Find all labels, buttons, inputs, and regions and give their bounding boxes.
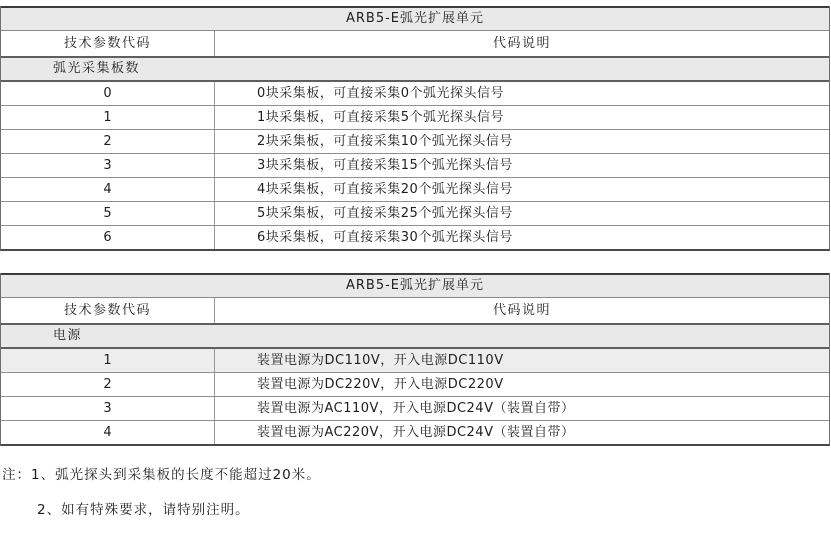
code-cell: 1 bbox=[1, 106, 215, 129]
code-cell: 1 bbox=[1, 349, 215, 372]
description-cell: 5块采集板，可直接采集25个弧光探头信号 bbox=[257, 206, 513, 221]
note-line-2: 2、如有特殊要求，请特别注明。 bbox=[37, 502, 250, 518]
description-cell: 4块采集板，可直接采集20个弧光探头信号 bbox=[257, 182, 513, 197]
column-header-desc: 代码说明 bbox=[492, 36, 551, 51]
table-row bbox=[1, 226, 829, 249]
table-row bbox=[1, 178, 829, 202]
table-row bbox=[1, 106, 829, 130]
table-row bbox=[1, 397, 829, 421]
description-cell: 2块采集板，可直接采集10个弧光探头信号 bbox=[257, 134, 513, 149]
power-supply-table bbox=[0, 273, 830, 446]
section-band-power: 电源 bbox=[1, 325, 829, 349]
code-cell: 4 bbox=[1, 178, 215, 201]
description-cell: 1块采集板，可直接采集5个弧光探头信号 bbox=[257, 110, 505, 125]
table-row bbox=[1, 421, 829, 444]
table-row bbox=[1, 349, 829, 373]
section-band-collector-count: 弧光采集板数 bbox=[1, 58, 829, 82]
column-header-code: 技术参数代码 bbox=[1, 31, 215, 56]
description-cell: 6块采集板，可直接采集30个弧光探头信号 bbox=[257, 230, 513, 245]
table-header-row bbox=[1, 31, 829, 58]
code-cell: 6 bbox=[1, 226, 215, 249]
code-cell: 3 bbox=[1, 154, 215, 177]
description-cell: 装置电源为AC220V，开入电源DC24V（装置自带） bbox=[257, 425, 575, 440]
table-header-row bbox=[1, 298, 829, 325]
description-cell: 0块采集板，可直接采集0个弧光探头信号 bbox=[257, 86, 505, 101]
code-cell: 4 bbox=[1, 421, 215, 444]
table-row bbox=[1, 130, 829, 154]
table-row bbox=[1, 373, 829, 397]
arc-collector-count-table bbox=[0, 6, 830, 251]
description-cell: 装置电源为AC110V，开入电源DC24V（装置自带） bbox=[257, 401, 575, 416]
code-cell: 2 bbox=[1, 130, 215, 153]
column-header-desc: 代码说明 bbox=[492, 303, 551, 318]
description-cell: 3块采集板，可直接采集15个弧光探头信号 bbox=[257, 158, 513, 173]
table-row bbox=[1, 202, 829, 226]
code-cell: 0 bbox=[1, 82, 215, 105]
column-header-code: 技术参数代码 bbox=[1, 298, 215, 323]
table-title: ARB5-E弧光扩展单元 bbox=[1, 6, 829, 31]
note-line-1: 注：1、弧光探头到采集板的长度不能超过20米。 bbox=[2, 467, 321, 483]
table-row bbox=[1, 154, 829, 178]
code-cell: 3 bbox=[1, 397, 215, 420]
table-title: ARB5-E弧光扩展单元 bbox=[1, 273, 829, 298]
code-cell: 2 bbox=[1, 373, 215, 396]
description-cell: 装置电源为DC110V，开入电源DC110V bbox=[257, 353, 504, 368]
code-cell: 5 bbox=[1, 202, 215, 225]
table-row bbox=[1, 82, 829, 106]
description-cell: 装置电源为DC220V，开入电源DC220V bbox=[257, 377, 504, 392]
